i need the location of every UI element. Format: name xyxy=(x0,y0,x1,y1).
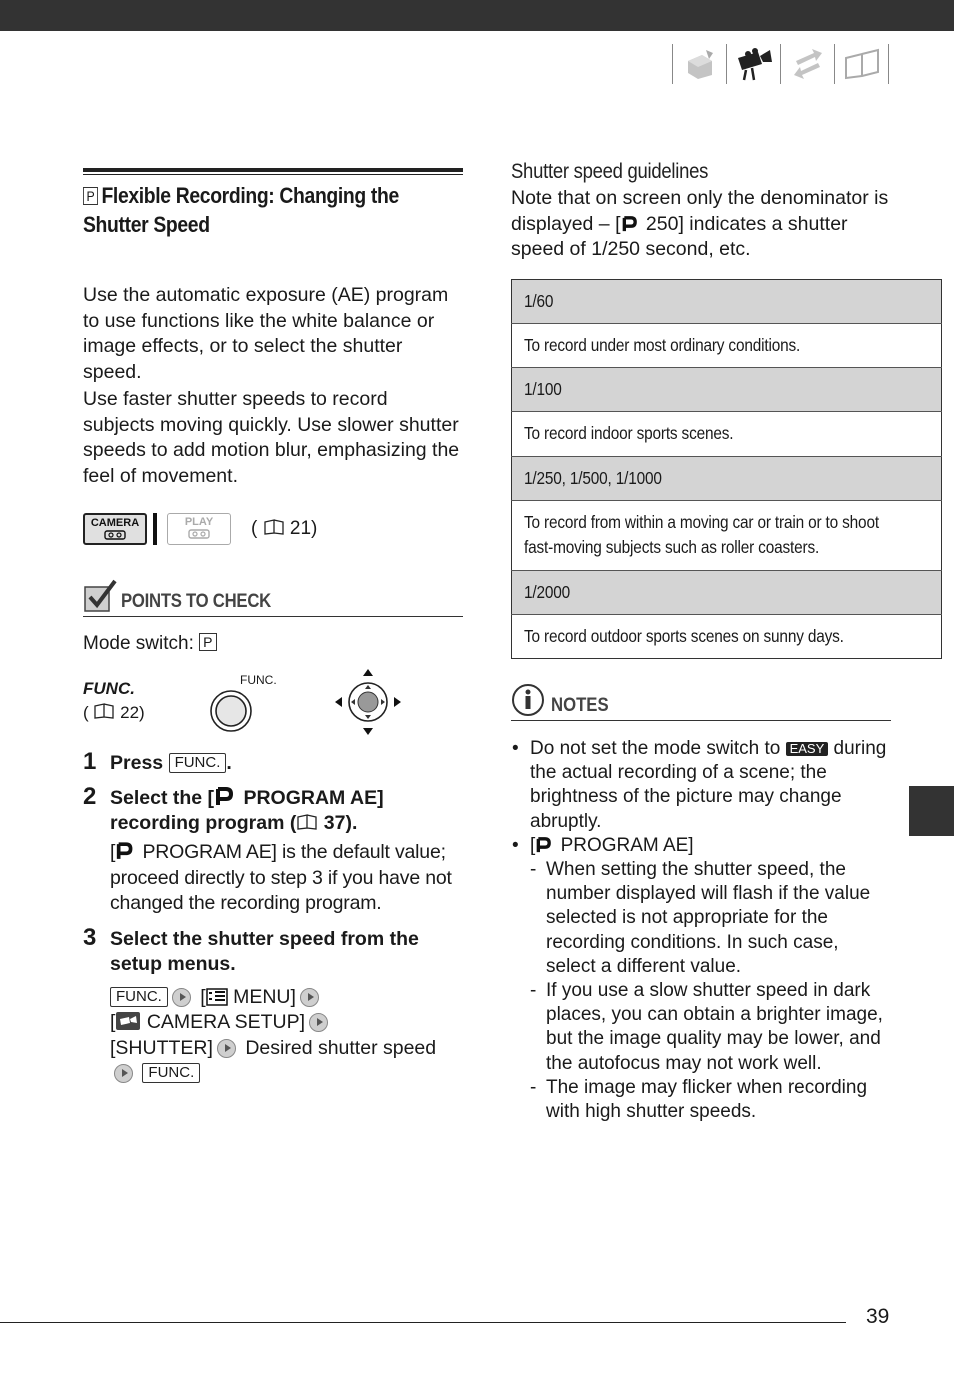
left-column xyxy=(83,168,463,1087)
play-mode-badge xyxy=(167,513,231,545)
camera-mode-label: CAMERA xyxy=(90,517,140,529)
program-ae-icon xyxy=(535,837,555,854)
chapter-side-tab xyxy=(909,786,954,836)
easy-mode-badge: EASY xyxy=(786,742,829,756)
intro-paragraph-2: Use faster shutter speeds to record subjects moving quickly. Use slower shutter speeds to add motion blur, emphasizing the feel of movement. xyxy=(83,388,460,487)
step-text: Select the shutter speed from the setup menus. xyxy=(110,927,419,975)
speed-description: To record under most ordinary conditions. xyxy=(512,323,942,368)
next-arrow-icon xyxy=(172,988,191,1007)
program-ae-icon xyxy=(115,842,137,861)
camera-mode-badge xyxy=(83,513,147,545)
step-number: 3 xyxy=(83,923,97,951)
camera-setup-icon xyxy=(115,1011,141,1031)
menu-sequence: FUNC. [ MENU] [ CAMERA SETUP] [SHUTTER] Desired shutter speed FUNC. xyxy=(110,985,437,1081)
func-label: FUNC. xyxy=(83,679,135,698)
func-page-reference: ( 22) xyxy=(83,703,145,722)
step-number: 2 xyxy=(83,783,97,810)
note-item: • Do not set the mode switch to EASY during the actual recording of a scene; the brightness of the picture may change abruptly. xyxy=(511,737,891,834)
tape-icon xyxy=(104,530,126,540)
speed-description: To record from within a moving car or train or to shoot fast-moving subjects such as roller coasters. xyxy=(512,500,942,570)
page-reference: ( 21) xyxy=(251,518,318,539)
next-arrow-icon xyxy=(217,1039,236,1058)
notes-header xyxy=(511,683,891,721)
note-sub-item: - The image may flicker when recording with high shutter speeds. xyxy=(530,1076,891,1124)
note-sub-list xyxy=(530,858,891,1124)
func-key: FUNC. xyxy=(110,987,168,1007)
note-item: • [ PROGRAM AE] - When setting the shutter speed, the number displayed will flash if the value selected is not appropriate for the recording conditions. In such case, select a different value. - If you use a slow shutter speed in dark places, you can obtain a brighter image, but the image quality may be lower, and the autofocus may not work well. - The image may flicker when recording with high shutter speeds. xyxy=(511,834,891,1124)
footer-rule xyxy=(0,1322,846,1323)
step-1 xyxy=(83,748,463,776)
step-3 xyxy=(83,923,463,1087)
program-mode-glyph: P xyxy=(83,187,98,205)
preparation-icon xyxy=(672,44,726,84)
step-note: [ PROGRAM AE] is the default value; proceed directly to step 3 if you have not changed the recording program. xyxy=(110,841,452,914)
notes-list xyxy=(511,737,891,1124)
func-button-diagram xyxy=(209,673,277,738)
notes-title: NOTES xyxy=(551,695,609,716)
speed-value: 1/2000 xyxy=(512,570,942,614)
menu-icon xyxy=(206,988,228,1006)
section-header xyxy=(83,168,463,239)
speed-description: To record indoor sports scenes. xyxy=(512,412,942,457)
program-ae-icon xyxy=(214,787,238,807)
program-mode-glyph: P xyxy=(199,633,216,651)
intro-paragraph-1: Use the automatic exposure (AE) program to use functions like the white balance or image effects, or to select the shutter speed. xyxy=(83,284,449,383)
chapter-icons xyxy=(672,44,889,84)
page-number: 39 xyxy=(866,1305,890,1328)
step-2 xyxy=(83,783,463,917)
video-camera-icon xyxy=(726,44,780,84)
speed-value: 1/100 xyxy=(512,368,942,412)
book-icon xyxy=(296,814,318,830)
note-sub-item: - When setting the shutter speed, the number displayed will flash if the value selected is not appropriate for the recording conditions. In such case, select a different value. xyxy=(530,858,891,979)
note-sub-item: - If you use a slow shutter speed in dark places, you can obtain a brighter image, but the image quality may be lower, and the autofocus may not work well. xyxy=(530,979,891,1076)
mode-divider xyxy=(153,513,157,545)
speed-description: To record outdoor sports scenes on sunny days. xyxy=(512,614,942,659)
func-button-caption: FUNC. xyxy=(240,673,277,687)
mode-switch-line xyxy=(83,633,463,655)
header-bar xyxy=(0,0,954,31)
section-title xyxy=(83,181,461,239)
func-diagram xyxy=(83,667,463,745)
speed-value: 1/60 xyxy=(512,279,942,323)
info-icon xyxy=(511,683,545,717)
checkmark-icon xyxy=(83,579,117,613)
next-arrow-icon xyxy=(114,1064,133,1083)
play-mode-label: PLAY xyxy=(184,516,214,528)
step-text: Select the [ PROGRAM AE] recording program ( 37). xyxy=(110,787,384,834)
func-key: FUNC. xyxy=(142,1063,200,1083)
func-key: FUNC. xyxy=(169,753,227,773)
shutter-speed-table xyxy=(511,279,942,660)
mode-switch-label: Mode switch: xyxy=(83,633,194,654)
speed-value: 1/250, 1/500, 1/1000 xyxy=(512,456,942,500)
guidelines-text: Note that on screen only the denominator is displayed – [ 250] indicates a shutter speed of 1/250 second, etc. xyxy=(511,187,889,260)
book-icon xyxy=(834,44,889,84)
program-ae-icon xyxy=(621,216,641,233)
book-icon xyxy=(93,703,115,719)
joystick-icon xyxy=(333,667,403,737)
right-column xyxy=(511,160,891,1124)
next-arrow-icon xyxy=(309,1013,328,1032)
points-to-check-header xyxy=(83,579,463,617)
next-arrow-icon xyxy=(300,988,319,1007)
points-to-check-title: POINTS TO CHECK xyxy=(121,591,271,612)
section-title-text: Flexible Recording: Changing the Shutter Speed xyxy=(83,183,399,237)
connections-icon xyxy=(780,44,834,84)
book-icon xyxy=(263,519,285,535)
step-number: 1 xyxy=(83,748,97,775)
operating-modes xyxy=(83,509,463,549)
step-text: Press FUNC. . xyxy=(110,752,232,774)
guidelines-title: Shutter speed guidelines xyxy=(511,160,709,183)
tape-icon xyxy=(188,529,210,539)
func-button-icon xyxy=(209,689,253,733)
